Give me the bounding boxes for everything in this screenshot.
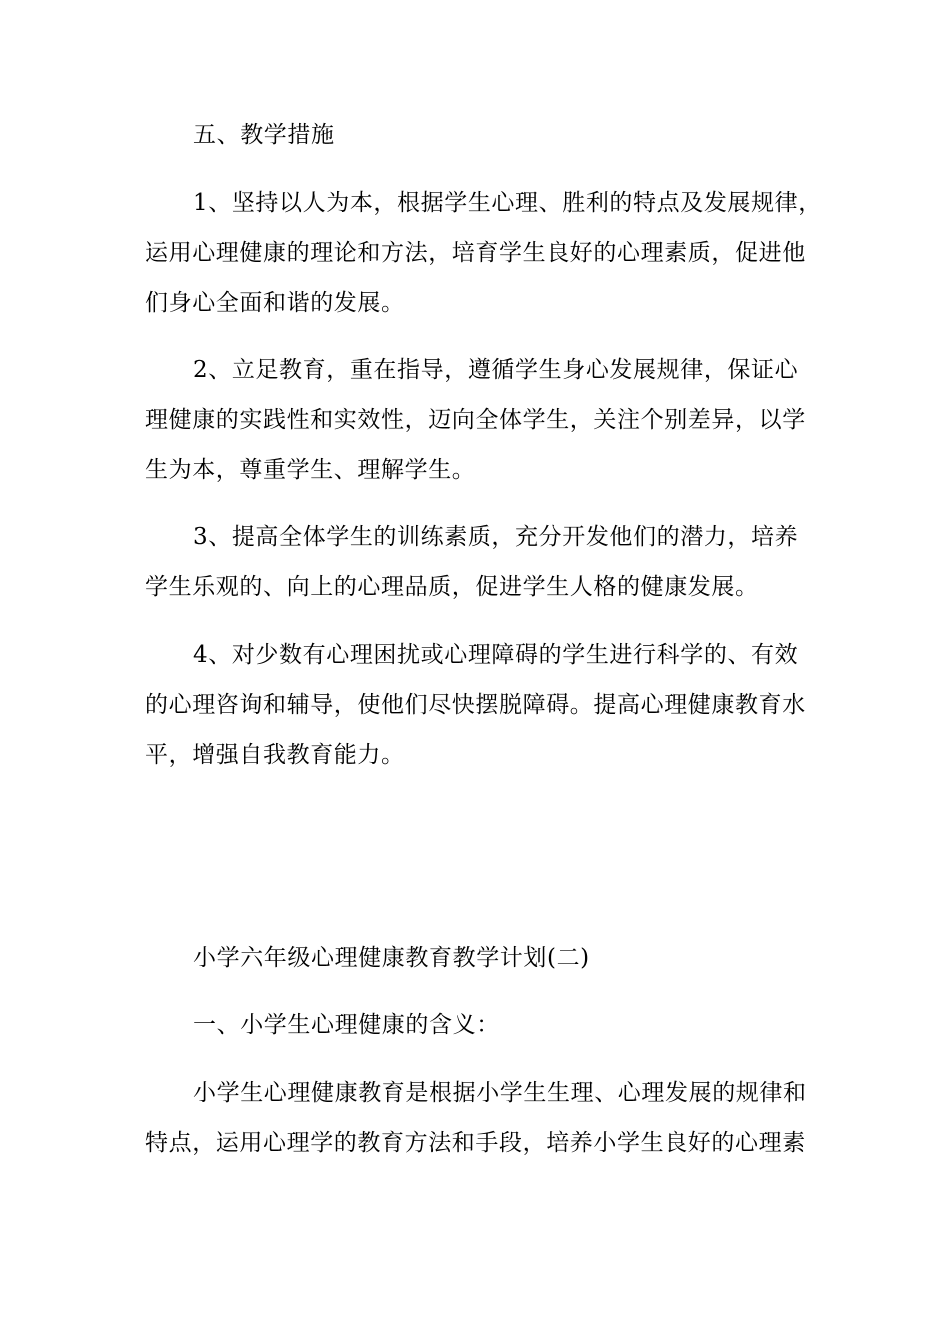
- paragraph-line: 1、坚持以人为本，根据学生心理、胜利的特点及发展规律，: [193, 190, 822, 216]
- paragraph-line: 3、提高全体学生的训练素质，充分开发他们的潜力，培养: [193, 524, 799, 550]
- paragraph-line: 理健康的实践性和实效性，迈向全体学生，关注个别差异，以学: [145, 407, 806, 433]
- heading-text: 五、教学措施: [193, 122, 335, 148]
- paragraph-line: 学生乐观的、向上的心理品质，促进学生人格的健康发展。: [145, 574, 759, 600]
- paragraph-line: 的心理咨询和辅导，使他们尽快摆脱障碍。提高心理健康教育水: [145, 692, 806, 718]
- section-five-heading: [145, 110, 810, 160]
- paragraph-line: 4、对少数有心理困扰或心理障碍的学生进行科学的、有效: [193, 642, 799, 668]
- section-one-heading: [145, 1000, 810, 1050]
- paragraph-line: 2、立足教育，重在指导，遵循学生身心发展规律，保证心: [193, 357, 799, 383]
- paragraph-line: 运用心理健康的理论和方法，培育学生良好的心理素质，促进他: [145, 240, 806, 266]
- paragraph-line: 们身心全面和谐的发展。: [145, 290, 405, 316]
- paragraph-line: 生为本，尊重学生、理解学生。: [145, 457, 476, 483]
- paragraph-line: 特点，运用心理学的教育方法和手段，培养小学生良好的心理素: [145, 1130, 806, 1156]
- title-text: 小学六年级心理健康教育教学计划(二): [193, 945, 590, 971]
- measure-item-3: [145, 512, 810, 612]
- measure-item-1: [145, 178, 822, 328]
- heading-text: 一、小学生心理健康的含义：: [193, 1012, 500, 1038]
- definition-paragraph: [145, 1068, 810, 1168]
- plan-two-title: [145, 933, 810, 983]
- paragraph-line: 小学生心理健康教育是根据小学生生理、心理发展的规律和: [193, 1080, 807, 1106]
- measure-item-4: [145, 630, 810, 780]
- measure-item-2: [145, 345, 810, 495]
- paragraph-line: 平，增强自我教育能力。: [145, 742, 405, 768]
